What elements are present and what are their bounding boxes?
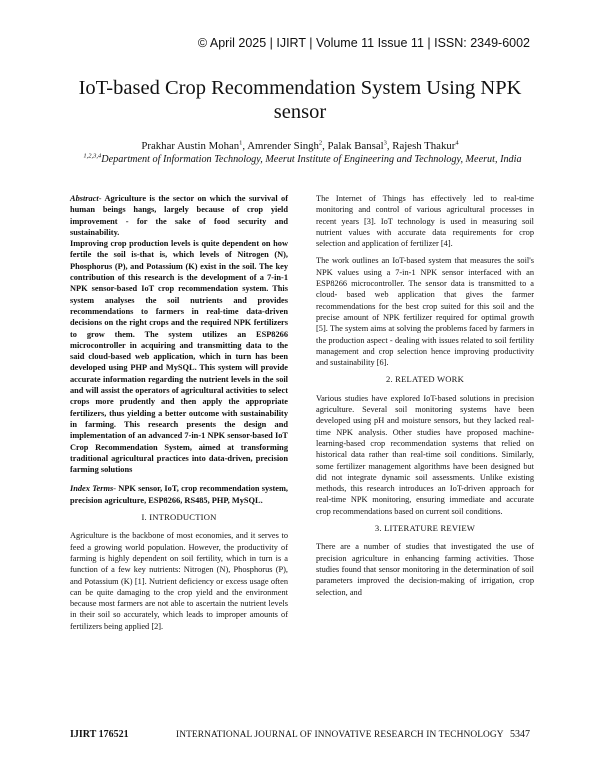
paper-title: IoT-based Crop Recommendation System Using NPK sensor (78, 77, 522, 123)
affiliation (80, 153, 525, 166)
author-separator: , (242, 140, 248, 152)
index-terms-text: NPK sensor, IoT, crop recommendation system, precision agriculture, ESP8266, RS485, PHP, MySQL. (70, 484, 288, 505)
page-number: 5347 (510, 729, 530, 740)
section-heading-related-work: 2. RELATED WORK (385, 374, 465, 385)
author-name: Rajesh Thakur (392, 140, 456, 152)
author-name: Prakhar Austin Mohan (141, 140, 240, 152)
author-sup: 4 (455, 139, 459, 147)
author-sup: 1 (239, 139, 243, 147)
author-name: Amrender Singh (247, 140, 319, 152)
body-paragraph: The work outlines an IoT-based system that measures the soil's NPK values using a 7-in-1 NPK sensor interfaced with an ESP8266 microcontroller. The sensor data is transmitted to a cloud- based web application that gives the farmer recommendations for the best crop suited for this soil and the precise amount of NPK fertilizer required for optimal growth [5]. The system aims at solving the problems faced by farmers in the production aspect - dealing with issues related to soil fertility management and crop selection hence improving productivity and sustainability [6]. (316, 256, 534, 368)
author-list (60, 140, 540, 153)
left-column (70, 193, 288, 638)
right-column (316, 193, 534, 604)
author-sup: 2 (318, 139, 323, 147)
section-heading-literature-review: 3. LITERATURE REVIEW (374, 523, 476, 534)
body-paragraph: There are a number of studies that investigated the use of precision agriculture in enhancing farming activities. Those studies found that sensor monitoring in the determination of soil parameters improved the decision-making of irrigation, crop selection, and (316, 542, 534, 597)
abstract-paragraph: Improving crop production levels is quite dependent on how fertile the soil is-that is, which levels of Nitrogen (N), Phosphorus (P), and Potassium (K) exist in the soil. The key contribution of this research is the development of a 7-in-1 NPK sensor-based IoT crop recommendation system. This system analyses the soil nutrients and provides recommendations to farmers in real-time data-driven decisions on the right crops and the required NPK fertilizers to grow them. The system utilizes an ESP8266 microcontroller in acquiring and transmitting data to the said cloud-based web application, which in turn has been developed using PHP and MySQL. This system will provide accurate information regarding the nutrient levels in the soil and will assist the operators of agricultural activities to select crops more prudently and then apply the appropriate fertilizers, thus yielding a better outcome with sustainability in farming. This research presents the design and implementation of an advanced 7-in-1 NPK sensor-based IoT Crop Recommendation System, aimed at transforming traditional agricultural practices into data-driven, precision farming solutions (70, 239, 288, 475)
body-paragraph: Agriculture is the backbone of most economies, and it serves to feed a growing world population. However, the productivity of farming is highly dependent on soil fertility, which in turn is a function of a few key nutrients: Nitrogen (N), Phosphorus (P), and Potassium (K) [1]. Nutrient deficiency or excess usage often can be quite damaging to the crop yield and the environment because most farmers are not able to ascertain the nutrient levels in their soil so accurately, which leads to improper amounts of fertilizers being applied [2]. (70, 531, 288, 631)
abstract (70, 193, 288, 475)
body-paragraph: The Internet of Things has effectively led to real-time monitoring and control of various agricultural processes in recent years [3]. IoT technology is used in measuring soil nutrient values with accurate data requirements for crop selection and application of fertilizer [4]. (316, 194, 534, 249)
index-terms (70, 483, 288, 506)
author-name: Palak Bansal (327, 140, 384, 152)
journal-header: © April 2025 | IJIRT | Volume 11 Issue 11 | ISSN: 2349-6002 (197, 36, 530, 50)
abstract-label: Abstract- (70, 194, 102, 203)
affiliation-sup: 1,2,3,4 (83, 152, 102, 160)
abstract-text: Agriculture is the sector on which the survival of human beings hangs, largely because of crop yield improvement - for the sake of food security and sustainability. (70, 194, 288, 237)
index-terms-label: Index Terms- (70, 484, 116, 494)
abstract-paragraph (70, 193, 288, 238)
body-paragraph: Various studies have explored IoT-based solutions in precision agriculture. Several soil monitoring systems have been developed using pH and moisture sensors, but they lacked real-time NPK analysis. Other studies have proposed machine- learning-based crop recommendation systems that relied on historical data rather than real-time soil conditions. Similarly, some fertilizer management algorithms have been designed but did not integrate dynamic soil assessments. Unlike existing methods, this research introduces an IoT-driven approach for real-time NPK monitoring, ensuring immediate and accurate crop recommendations based on current soil conditions. (316, 393, 534, 516)
author-separator: , (322, 140, 328, 152)
section-heading-introduction: I. INTRODUCTION (141, 512, 217, 523)
affiliation-text: Department of Information Technology, Meerut Institute of Engineering and Technology, Meerut, India (101, 154, 522, 165)
author-sup: 3 (383, 139, 387, 147)
author-separator: , (386, 140, 393, 152)
footer-journal-name: INTERNATIONAL JOURNAL OF INNOVATIVE RESEARCH IN TECHNOLOGY (176, 730, 504, 740)
footer-paper-id: IJIRT 176521 (70, 729, 129, 740)
